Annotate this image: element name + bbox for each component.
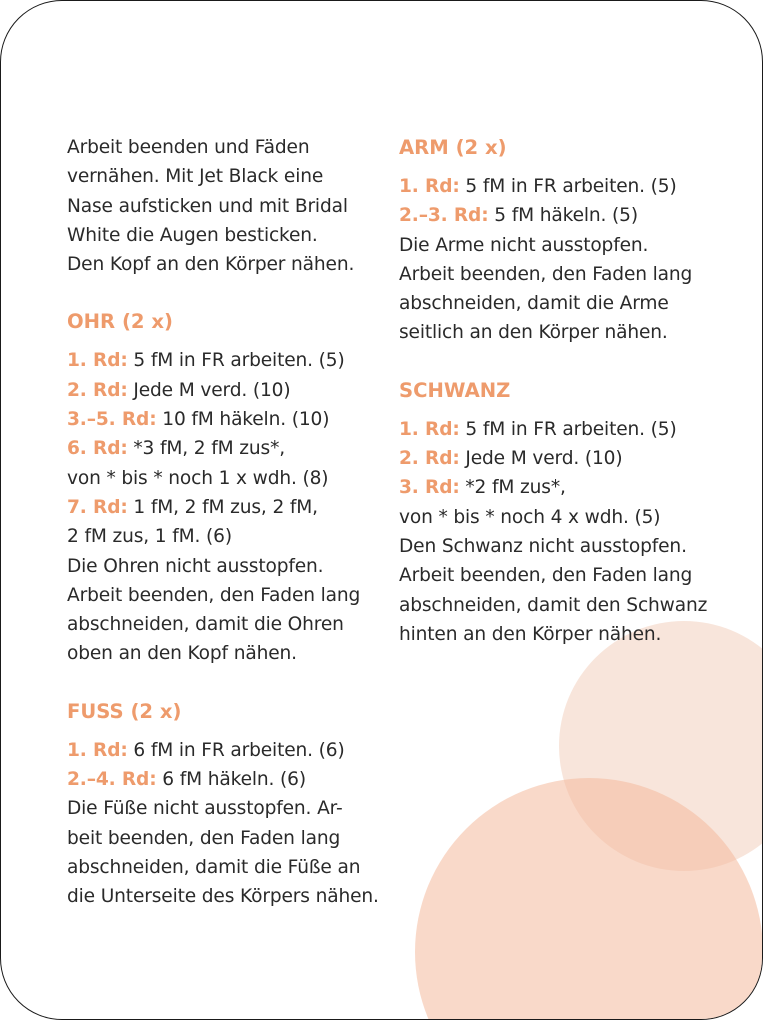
instruction-line	[67, 552, 377, 581]
instruction-text: abschneiden, damit die Ohren	[67, 614, 344, 636]
instruction-text: Arbeit beenden, den Faden lang	[399, 263, 693, 285]
round-label: 1. Rd:	[399, 176, 460, 197]
instruction-text: 6 fM häkeln. (6)	[156, 769, 306, 791]
instruction-text: Die Ohren nicht ausstopfen.	[67, 555, 324, 577]
intro-line: Den Kopf an den Körper nähen.	[67, 254, 355, 276]
right-column	[399, 133, 729, 649]
instruction-text: Den Schwanz nicht ausstopfen.	[399, 535, 687, 557]
round-label: 1. Rd:	[399, 418, 460, 440]
instruction-lines	[399, 172, 729, 348]
instruction-line	[399, 532, 729, 561]
instruction-text: beit beenden, den Faden lang	[67, 827, 341, 849]
instruction-lines	[399, 415, 729, 649]
round-label: 7. Rd:	[67, 496, 128, 518]
instruction-line	[399, 620, 729, 649]
instruction-lines	[67, 346, 377, 668]
instruction-text: 5 fM in FR arbeiten. (5)	[459, 418, 677, 440]
instruction-text: 1 fM, 2 fM zus, 2 fM,	[127, 496, 318, 518]
instruction-line	[67, 464, 377, 493]
section-heading-fuss: FUSS (2 x)	[67, 699, 182, 723]
instruction-text: 5 fM in FR arbeiten. (5)	[127, 350, 345, 372]
section-heading-arm: ARM (2 x)	[399, 136, 507, 159]
instruction-line	[67, 434, 377, 463]
intro-line: vernähen. Mit Jet Black eine	[67, 166, 324, 188]
round-label: 2.–3. Rd:	[399, 205, 489, 227]
section-heading-ohr: OHR (2 x)	[67, 310, 173, 334]
instruction-text: hinten an den Körper nähen.	[399, 623, 662, 645]
instruction-text: oben an den Kopf nähen.	[67, 643, 297, 665]
instruction-line	[67, 610, 377, 639]
instruction-line	[67, 405, 377, 434]
instruction-line	[399, 591, 729, 620]
instruction-text: Arbeit beenden, den Faden lang	[67, 584, 361, 606]
section-ohr	[67, 307, 377, 668]
instruction-text: Jede M verd. (10)	[127, 379, 291, 401]
round-label: 1. Rd:	[67, 739, 128, 761]
instruction-text: 10 fM häkeln. (10)	[156, 409, 330, 431]
instruction-line	[67, 346, 377, 375]
instruction-line	[67, 853, 377, 882]
intro-paragraph	[67, 133, 377, 279]
instruction-text: Die Arme nicht ausstopfen.	[399, 234, 649, 256]
instruction-line	[67, 581, 377, 610]
instruction-line	[399, 260, 729, 289]
intro-line: Nase aufsticken und mit Bridal	[67, 195, 348, 217]
section-heading-schwanz: SCHWANZ	[399, 378, 511, 402]
instruction-text: abschneiden, damit den Schwanz	[399, 594, 708, 616]
instruction-text: 2 fM zus, 1 fM. (6)	[67, 526, 232, 548]
section-arm	[399, 133, 729, 348]
instruction-line	[67, 376, 377, 405]
instruction-line	[67, 522, 377, 551]
round-label: 3. Rd:	[399, 477, 460, 499]
round-label: 3.–5. Rd:	[67, 409, 157, 431]
instruction-text: Die Füße nicht ausstopfen. Ar-	[67, 798, 343, 820]
round-label: 2. Rd:	[67, 379, 128, 401]
instruction-line	[399, 415, 729, 444]
intro-line: Arbeit beenden und Fäden	[67, 137, 310, 158]
intro-line: White die Augen besticken.	[67, 224, 318, 246]
instruction-text: Jede M verd. (10)	[459, 448, 623, 470]
round-label: 1. Rd:	[67, 350, 128, 372]
instruction-line	[67, 824, 377, 853]
instruction-line	[399, 503, 729, 532]
instruction-text: Arbeit beenden, den Faden lang	[399, 565, 693, 587]
instruction-line	[399, 473, 729, 502]
instruction-text: 5 fM häkeln. (5)	[488, 205, 638, 227]
instruction-lines	[67, 736, 377, 912]
instruction-text: abschneiden, damit die Füße an	[67, 856, 361, 878]
instruction-text: seitlich an den Körper nähen.	[399, 322, 668, 344]
instruction-text: *3 fM, 2 fM zus*,	[127, 438, 285, 460]
instruction-text: abschneiden, damit die Arme	[399, 293, 669, 315]
left-column	[67, 133, 377, 912]
round-label: 2.–4. Rd:	[67, 769, 157, 791]
instruction-line	[399, 231, 729, 260]
instruction-text: *2 fM zus*,	[459, 477, 566, 499]
round-label: 2. Rd:	[399, 448, 460, 470]
instruction-text: die Unterseite des Körpers nähen.	[67, 886, 379, 908]
instruction-text: von * bis * noch 1 x wdh. (8)	[67, 467, 329, 489]
instruction-line	[399, 444, 729, 473]
instruction-line	[67, 493, 377, 522]
section-schwanz	[399, 376, 729, 649]
section-fuss	[67, 697, 377, 912]
instruction-text: von * bis * noch 4 x wdh. (5)	[399, 506, 661, 528]
instruction-line	[399, 289, 729, 318]
instruction-line	[67, 765, 377, 794]
instruction-line	[67, 794, 377, 823]
instruction-line	[399, 561, 729, 590]
instruction-line	[399, 201, 729, 230]
instruction-text: 6 fM in FR arbeiten. (6)	[127, 739, 345, 761]
instruction-line	[67, 639, 377, 668]
round-label: 6. Rd:	[67, 438, 128, 460]
instruction-line	[399, 172, 729, 201]
instruction-text: 5 fM in FR arbeiten. (5)	[459, 176, 677, 197]
instruction-line	[67, 882, 377, 911]
instruction-line	[67, 736, 377, 765]
instruction-line	[399, 318, 729, 347]
